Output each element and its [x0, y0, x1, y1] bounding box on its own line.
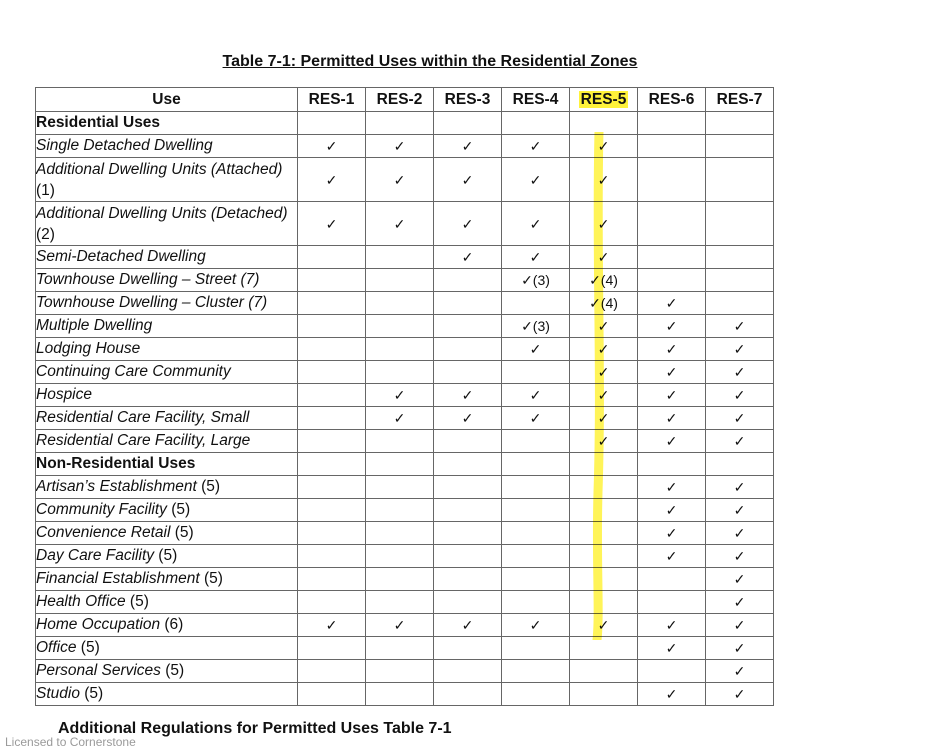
permitted-mark [638, 568, 706, 591]
table-row [36, 522, 774, 545]
permitted-mark [502, 476, 570, 499]
column-header-label: RES-1 [308, 90, 355, 108]
permitted-mark: ✓ [366, 158, 434, 202]
permitted-mark [570, 637, 638, 660]
permitted-mark [434, 315, 502, 338]
column-header-label: RES-4 [512, 90, 559, 108]
permitted-mark: ✓ [366, 202, 434, 246]
use-label: Lodging House [36, 340, 141, 357]
permitted-mark [434, 338, 502, 361]
permitted-mark [298, 683, 366, 706]
section-row [36, 112, 774, 135]
column-header-label: RES-7 [716, 90, 763, 108]
permitted-mark: ✓ [638, 637, 706, 660]
use-label: Financial Establishment [36, 570, 200, 587]
column-header-res-6 [638, 88, 706, 112]
section-row [36, 453, 774, 476]
permitted-uses-table [35, 87, 774, 706]
permitted-mark: ✓ [502, 135, 570, 158]
permitted-mark [298, 568, 366, 591]
permitted-mark: ✓ [706, 315, 774, 338]
permitted-mark [366, 522, 434, 545]
use-label: Day Care Facility [36, 547, 154, 564]
permitted-mark: ✓ [502, 202, 570, 246]
permitted-mark [298, 637, 366, 660]
permitted-mark: ✓ [638, 614, 706, 637]
use-name [36, 384, 298, 407]
permitted-mark [298, 246, 366, 269]
column-header-res-7 [706, 88, 774, 112]
permitted-mark [298, 269, 366, 292]
permitted-mark: ✓ [366, 384, 434, 407]
permitted-mark: ✓ [502, 246, 570, 269]
use-name [36, 660, 298, 683]
use-name [36, 269, 298, 292]
permitted-mark: ✓ [570, 158, 638, 202]
permitted-mark [298, 660, 366, 683]
use-label: Community Facility [36, 501, 167, 518]
empty-cell [366, 112, 434, 135]
permitted-mark: ✓ [298, 135, 366, 158]
permitted-mark: ✓ [570, 430, 638, 453]
use-name [36, 637, 298, 660]
column-header-label: RES-2 [376, 90, 423, 108]
table-row [36, 683, 774, 706]
permitted-mark: ✓ [434, 407, 502, 430]
permitted-mark: ✓ [706, 476, 774, 499]
permitted-mark [366, 683, 434, 706]
table-row [36, 315, 774, 338]
table-row [36, 361, 774, 384]
permitted-mark: ✓ [366, 135, 434, 158]
permitted-mark: ✓ [434, 135, 502, 158]
permitted-mark [366, 591, 434, 614]
permitted-mark: ✓ [706, 407, 774, 430]
empty-cell [638, 112, 706, 135]
use-label: Continuing Care Community [36, 363, 231, 380]
permitted-mark [706, 269, 774, 292]
permitted-mark [502, 660, 570, 683]
additional-regulations-heading: Additional Regulations for Permitted Uses Table 7-1 [58, 720, 452, 737]
use-note: (5) [79, 685, 104, 702]
permitted-mark: ✓ [706, 614, 774, 637]
permitted-mark: ✓(3) [502, 315, 570, 338]
use-name [36, 315, 298, 338]
permitted-mark: ✓ [638, 407, 706, 430]
permitted-mark [366, 361, 434, 384]
permitted-mark [298, 315, 366, 338]
use-name [36, 522, 298, 545]
permitted-mark [434, 269, 502, 292]
permitted-mark [366, 637, 434, 660]
permitted-mark [502, 545, 570, 568]
permitted-mark: ✓ [638, 683, 706, 706]
column-header-res-1 [298, 88, 366, 112]
permitted-mark: ✓ [570, 407, 638, 430]
column-header-res-4 [502, 88, 570, 112]
empty-cell [502, 453, 570, 476]
column-header-res-3 [434, 88, 502, 112]
permitted-mark: ✓ [706, 430, 774, 453]
permitted-mark [366, 269, 434, 292]
table-row [36, 476, 774, 499]
permitted-mark: ✓ [502, 614, 570, 637]
empty-cell [502, 112, 570, 135]
permitted-mark: ✓ [638, 522, 706, 545]
permitted-mark [298, 407, 366, 430]
column-header-label: RES-3 [444, 90, 491, 108]
permitted-mark: ✓ [638, 499, 706, 522]
permitted-mark: ✓ [570, 315, 638, 338]
permitted-mark [298, 522, 366, 545]
permitted-mark [298, 338, 366, 361]
permitted-mark [638, 269, 706, 292]
use-note: (5) [170, 524, 194, 541]
permitted-mark [502, 430, 570, 453]
use-name [36, 568, 298, 591]
permitted-mark [570, 476, 638, 499]
permitted-mark [502, 637, 570, 660]
use-name [36, 338, 298, 361]
permitted-mark [434, 568, 502, 591]
permitted-mark: ✓ [638, 361, 706, 384]
permitted-mark: ✓ [502, 407, 570, 430]
use-note: (5) [166, 501, 191, 518]
permitted-mark: ✓ [570, 202, 638, 246]
permitted-mark: ✓ [706, 522, 774, 545]
use-label: Personal Services [36, 662, 161, 679]
use-label: Townhouse Dwelling – Street (7) [36, 271, 260, 288]
permitted-mark [502, 361, 570, 384]
permitted-mark [570, 545, 638, 568]
permitted-mark: ✓ [638, 384, 706, 407]
permitted-mark [502, 683, 570, 706]
use-note: (5) [160, 662, 185, 679]
table-row [36, 158, 774, 202]
permitted-mark: ✓ [706, 637, 774, 660]
permitted-mark: ✓ [502, 384, 570, 407]
use-note: (1) [36, 181, 55, 199]
table-row [36, 430, 774, 453]
permitted-mark [638, 135, 706, 158]
permitted-mark: ✓ [706, 545, 774, 568]
permitted-mark: ✓ [570, 384, 638, 407]
empty-cell [570, 112, 638, 135]
column-header-res-2 [366, 88, 434, 112]
permitted-mark: ✓ [570, 135, 638, 158]
permitted-mark [366, 338, 434, 361]
permitted-mark [434, 637, 502, 660]
permitted-mark: ✓ [434, 246, 502, 269]
permitted-mark: ✓ [706, 499, 774, 522]
use-name [36, 591, 298, 614]
use-name [36, 430, 298, 453]
table-row [36, 338, 774, 361]
use-name [36, 361, 298, 384]
permitted-mark [434, 660, 502, 683]
permitted-mark: ✓ [706, 683, 774, 706]
permitted-mark [434, 545, 502, 568]
permitted-mark [434, 430, 502, 453]
permitted-mark [366, 246, 434, 269]
table-row [36, 202, 774, 246]
use-note: (2) [36, 225, 55, 243]
permitted-mark: ✓ [706, 591, 774, 614]
permitted-mark: ✓ [502, 338, 570, 361]
table-row [36, 660, 774, 683]
table-row [36, 407, 774, 430]
permitted-mark [706, 135, 774, 158]
permitted-mark: ✓ [298, 202, 366, 246]
permitted-mark [434, 292, 502, 315]
permitted-mark [706, 158, 774, 202]
permitted-mark [366, 292, 434, 315]
permitted-mark [434, 683, 502, 706]
use-label: Multiple Dwelling [36, 317, 153, 334]
permitted-mark: ✓ [570, 338, 638, 361]
permitted-mark [366, 430, 434, 453]
use-name [36, 158, 298, 202]
use-label: Additional Dwelling Units (Detached) [36, 204, 288, 222]
use-label: Studio [36, 685, 80, 702]
permitted-mark: ✓ [706, 660, 774, 683]
use-label: Semi-Detached Dwelling [36, 248, 206, 265]
empty-cell [434, 453, 502, 476]
permitted-mark: ✓ [706, 338, 774, 361]
use-label: Artisan’s Establishment [36, 478, 197, 495]
permitted-mark: ✓ [366, 407, 434, 430]
use-note: (5) [76, 639, 100, 656]
permitted-mark: ✓ [570, 361, 638, 384]
use-label: Hospice [36, 386, 92, 403]
permitted-mark [434, 361, 502, 384]
table-row [36, 545, 774, 568]
permitted-mark [298, 384, 366, 407]
use-name [36, 246, 298, 269]
table-row [36, 568, 774, 591]
table-title: Table 7-1: Permitted Uses within the Residential Zones [222, 53, 638, 70]
permitted-mark [366, 568, 434, 591]
permitted-mark: ✓ [638, 545, 706, 568]
permitted-mark: ✓ [570, 246, 638, 269]
permitted-mark: ✓(4) [570, 269, 638, 292]
permitted-mark [570, 683, 638, 706]
use-label: Residential Care Facility, Large [36, 432, 251, 449]
empty-cell [298, 453, 366, 476]
permitted-mark [638, 158, 706, 202]
permitted-mark: ✓ [706, 384, 774, 407]
permitted-mark: ✓(4) [570, 292, 638, 315]
use-label: Convenience Retail [36, 524, 171, 541]
permitted-mark [298, 292, 366, 315]
permitted-mark [298, 476, 366, 499]
permitted-mark [638, 591, 706, 614]
permitted-mark: ✓ [298, 158, 366, 202]
column-header-res-5 [570, 88, 638, 112]
column-header-label: RES-6 [648, 90, 695, 108]
permitted-mark: ✓ [638, 430, 706, 453]
empty-cell [570, 453, 638, 476]
permitted-mark [502, 568, 570, 591]
table-row [36, 591, 774, 614]
use-note: (5) [154, 547, 178, 564]
permitted-mark [502, 522, 570, 545]
permitted-mark [298, 430, 366, 453]
use-name [36, 407, 298, 430]
use-note: (5) [125, 593, 149, 610]
permitted-mark [638, 660, 706, 683]
permitted-mark [366, 660, 434, 683]
use-name [36, 499, 298, 522]
permitted-mark [298, 361, 366, 384]
table-row [36, 135, 774, 158]
license-watermark: Licensed to Cornerstone [5, 735, 136, 749]
permitted-mark: ✓ [434, 384, 502, 407]
permitted-mark: ✓ [706, 568, 774, 591]
use-name [36, 683, 298, 706]
permitted-mark [366, 315, 434, 338]
use-note: (5) [199, 570, 223, 587]
permitted-mark [434, 522, 502, 545]
permitted-mark [502, 591, 570, 614]
use-label: Residential Care Facility, Small [36, 409, 250, 426]
permitted-mark: ✓ [298, 614, 366, 637]
permitted-mark [298, 499, 366, 522]
table-header-row [36, 88, 774, 112]
use-label: Office [36, 639, 77, 656]
table-row [36, 246, 774, 269]
use-label: Single Detached Dwelling [36, 137, 213, 154]
use-label: Health Office [36, 593, 126, 610]
permitted-mark [570, 522, 638, 545]
permitted-mark [502, 292, 570, 315]
permitted-mark: ✓ [570, 614, 638, 637]
use-name [36, 476, 298, 499]
permitted-mark: ✓ [502, 158, 570, 202]
empty-cell [706, 453, 774, 476]
empty-cell [434, 112, 502, 135]
permitted-mark [366, 499, 434, 522]
permitted-mark [706, 292, 774, 315]
permitted-mark: ✓ [706, 361, 774, 384]
use-name [36, 202, 298, 246]
table-body [36, 112, 774, 706]
permitted-mark: ✓ [366, 614, 434, 637]
permitted-mark [570, 499, 638, 522]
permitted-mark [638, 246, 706, 269]
permitted-mark [638, 202, 706, 246]
permitted-mark [706, 246, 774, 269]
permitted-mark [366, 545, 434, 568]
use-name [36, 292, 298, 315]
section-heading: Non-Residential Uses [36, 453, 298, 476]
use-note: (5) [196, 478, 221, 495]
permitted-mark [298, 545, 366, 568]
use-name [36, 614, 298, 637]
column-header-label: RES-5 [580, 90, 627, 108]
table-row [36, 292, 774, 315]
use-name [36, 135, 298, 158]
use-label: Additional Dwelling Units (Attached) [36, 160, 283, 178]
section-heading: Residential Uses [36, 112, 298, 135]
empty-cell [298, 112, 366, 135]
permitted-mark [570, 660, 638, 683]
use-label: Townhouse Dwelling – Cluster (7) [36, 294, 268, 311]
permitted-mark: ✓ [638, 476, 706, 499]
use-note: (6) [160, 616, 184, 633]
use-name [36, 545, 298, 568]
permitted-mark [434, 591, 502, 614]
permitted-mark [366, 476, 434, 499]
table-row [36, 269, 774, 292]
table-row [36, 384, 774, 407]
permitted-mark [706, 202, 774, 246]
permitted-mark [434, 499, 502, 522]
permitted-mark [570, 568, 638, 591]
use-label: Home Occupation [36, 616, 161, 633]
permitted-mark [570, 591, 638, 614]
table-row [36, 499, 774, 522]
column-header-use [36, 88, 298, 112]
empty-cell [366, 453, 434, 476]
permitted-mark: ✓ [638, 315, 706, 338]
table-row [36, 614, 774, 637]
permitted-mark [502, 499, 570, 522]
permitted-mark [298, 591, 366, 614]
table-row [36, 637, 774, 660]
permitted-mark: ✓ [638, 292, 706, 315]
permitted-mark [434, 476, 502, 499]
permitted-mark: ✓ [638, 338, 706, 361]
permitted-mark: ✓ [434, 158, 502, 202]
permitted-mark: ✓(3) [502, 269, 570, 292]
column-header-label: Use [152, 90, 181, 108]
empty-cell [706, 112, 774, 135]
permitted-mark: ✓ [434, 614, 502, 637]
empty-cell [638, 453, 706, 476]
permitted-mark: ✓ [434, 202, 502, 246]
